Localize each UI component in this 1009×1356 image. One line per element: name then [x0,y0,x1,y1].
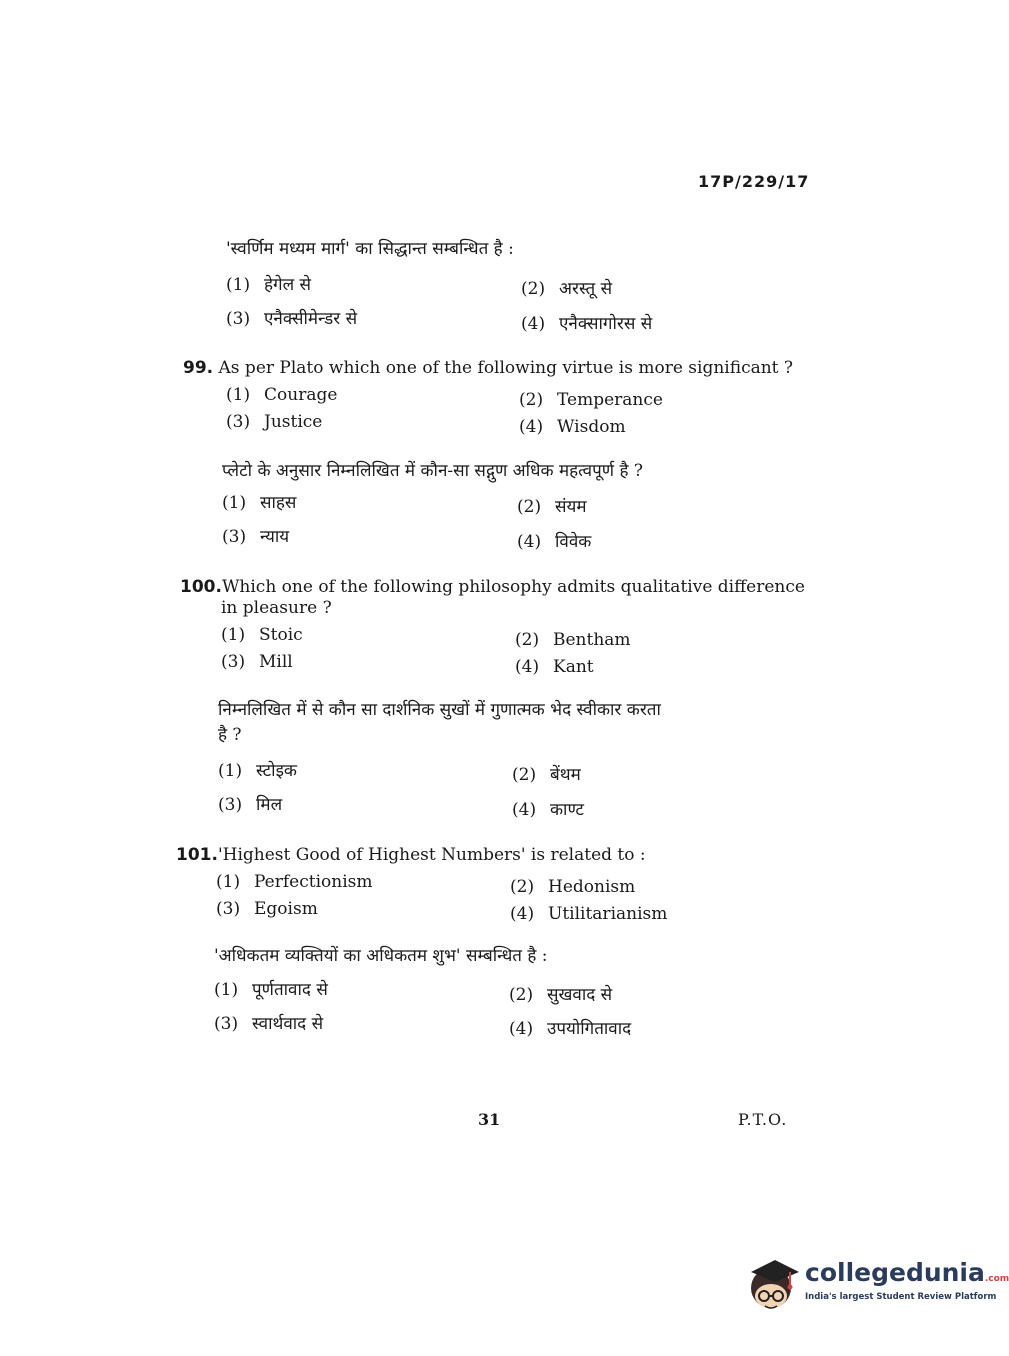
q98-hindi-stem: 'स्वर्णिम मध्यम मार्ग' का सिद्धान्त सम्बन्धित है : [226,239,514,259]
q99-hindi-option-2 [517,494,587,517]
paper-code: 17P/229/17 [698,172,810,191]
q101-option-3 [216,899,318,919]
option-text: अरस्तू से [559,279,613,299]
option-text: Hedonism [548,877,636,897]
option-text: उपयोगितावाद [547,1019,632,1039]
option-number: (1) [222,493,247,513]
q100-option-3 [221,652,293,672]
option-text: Egoism [254,899,318,919]
option-text: साहस [260,493,297,513]
option-text: पूर्णतावाद से [252,980,328,1000]
q99-hindi-option-1 [222,490,296,513]
q98-hindi-option-2 [521,276,612,299]
q100-option-4 [515,657,594,677]
option-number: (4) [509,1019,534,1039]
option-number: (1) [214,980,239,1000]
q101-option-1 [216,872,372,892]
option-number: (1) [221,625,246,645]
option-number: (2) [521,279,546,299]
option-text: एनैक्सागोरस से [559,314,653,334]
option-number: (4) [517,532,542,552]
q99-stem: As per Plato which one of the following virtue is more significant ? [218,358,794,378]
option-number: (2) [519,390,544,410]
option-text: Justice [264,412,323,432]
q99-hindi-stem: प्लेटो के अनुसार निम्नलिखित में कौन-सा सद्गुण अधिक महत्वपूर्ण है ? [222,461,644,481]
option-number: (1) [218,761,243,781]
option-number: (2) [517,497,542,517]
q100-hindi-option-3 [218,792,282,815]
option-number: (4) [512,800,537,820]
option-text: एनैक्सीमेन्डर से [264,309,358,329]
option-number: (3) [222,527,247,547]
q99-hindi-option-3 [222,524,289,547]
option-number: (4) [521,314,546,334]
q98-hindi-option-3 [226,306,357,329]
option-text: विवेक [555,532,592,552]
option-number: (2) [509,985,534,1005]
option-number: (4) [519,417,544,437]
option-text: Bentham [553,630,631,650]
option-number: (1) [226,275,251,295]
option-text: Kant [553,657,594,677]
question-number: 100. [180,577,222,597]
option-text: काण्ट [550,800,584,820]
q100-stem: Which one of the following philosophy admits qualitative difference [221,577,805,597]
q100-stem-line-2: in pleasure ? [221,598,332,618]
option-number: (3) [218,795,243,815]
option-number: (3) [216,899,241,919]
q98-hindi-option-1 [226,272,311,295]
option-number: (1) [226,385,251,405]
q101-hindi-option-2 [509,982,612,1005]
option-number: (2) [512,765,537,785]
mascot-icon [745,1254,801,1314]
q100-stem-line-1 [180,577,805,597]
option-number: (4) [515,657,540,677]
logo-tagline: India's largest Student Review Platform [805,1292,997,1302]
option-text: Utilitarianism [548,904,668,924]
option-text: Mill [259,652,293,672]
question-number: 101. [176,845,218,865]
q99-option-3 [226,412,322,432]
q101-hindi-option-4 [509,1016,631,1039]
option-number: (3) [226,309,251,329]
q101-option-4 [510,904,667,924]
logo-wordmark: collegedunia [805,1258,985,1287]
q101-stem: 'Highest Good of Highest Numbers' is related to : [217,845,646,865]
q100-hindi-stem-line-2: है ? [218,725,242,745]
q99-hindi-option-4 [517,529,591,552]
option-text: Temperance [557,390,663,410]
option-number: (2) [510,877,535,897]
option-text: Stoic [259,625,303,645]
option-text: सुखवाद से [547,985,613,1005]
q100-option-2 [515,630,631,650]
option-number: (4) [510,904,535,924]
q99-option-1 [226,385,337,405]
page-number: 31 [478,1110,501,1129]
q101-stem-line [176,845,646,865]
logo-name [805,1258,1009,1287]
option-text: Perfectionism [254,872,373,892]
q99-stem-line [183,358,793,378]
option-number: (3) [221,652,246,672]
pto-text: P.T.O. [738,1110,788,1129]
q99-option-4 [519,417,626,437]
q100-hindi-option-1 [218,758,297,781]
option-text: बेंथम [550,765,581,785]
q101-option-2 [510,877,635,897]
option-number: (1) [216,872,241,892]
option-text: हेगेल से [264,275,312,295]
q101-hindi-option-3 [214,1011,323,1034]
q99-option-2 [519,390,663,410]
option-text: Courage [264,385,338,405]
question-number: 99. [183,358,214,378]
q101-hindi-stem: 'अधिकतम व्यक्तियों का अधिकतम शुभ' सम्बन्धित है : [214,946,548,966]
option-text: न्याय [260,527,290,547]
q100-hindi-option-2 [512,762,581,785]
option-number: (3) [214,1014,239,1034]
option-number: (2) [515,630,540,650]
q98-hindi-option-4 [521,311,652,334]
q100-hindi-option-4 [512,797,584,820]
option-text: स्टोइक [256,761,297,781]
q100-option-1 [221,625,303,645]
collegedunia-logo[interactable] [745,1254,1009,1314]
option-text: मिल [256,795,283,815]
q100-hindi-stem-line-1: निम्नलिखित में से कौन सा दार्शनिक सुखों में गुणात्मक भेद स्वीकार करता [218,700,661,720]
q101-hindi-option-1 [214,977,328,1000]
logo-dotcom: .com [984,1274,1009,1284]
option-text: संयम [555,497,587,517]
option-text: स्वार्थवाद से [252,1014,324,1034]
option-number: (3) [226,412,251,432]
option-text: Wisdom [557,417,626,437]
